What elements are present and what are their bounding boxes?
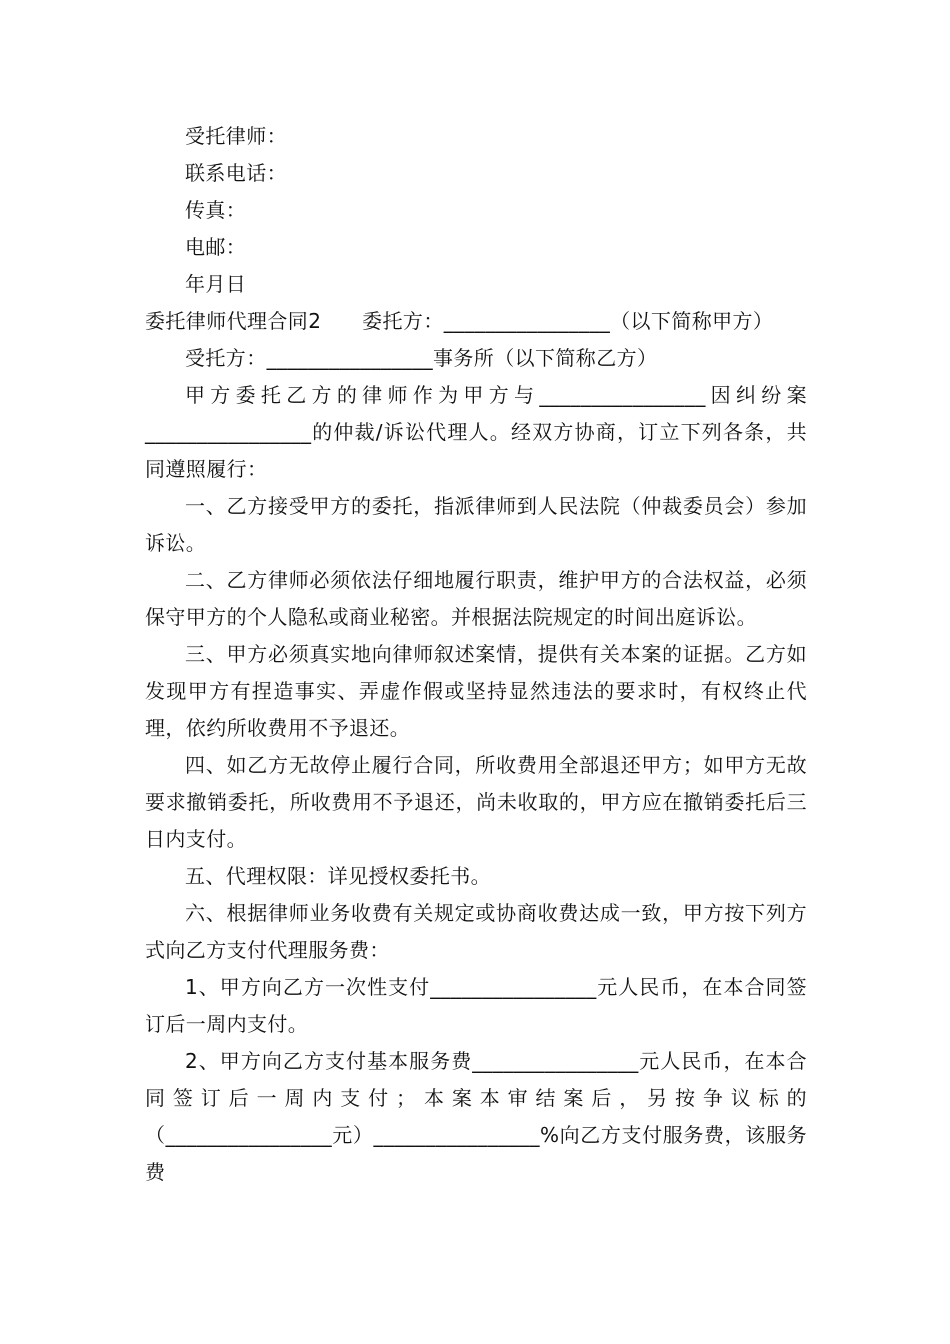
date-field: 年月日: [185, 272, 247, 296]
entrusted-party-line: 受托方：________________事务所（以下简称乙方）: [185, 346, 658, 370]
fax-field: 传真：: [185, 198, 247, 222]
contract-body: [145, 118, 807, 1191]
clause-4: 四、如乙方无故停止履行合同，所收费用全部退还甲方；如甲方无故要求撤销委托，所收费用不予退还，尚未收取的，甲方应在撤销委托后三日内支付。: [145, 753, 807, 851]
contract-title-line: 委托律师代理合同2 委托方：________________（以下简称甲方）: [145, 309, 774, 333]
clause-6-item-2: 2、甲方向乙方支付基本服务费________________元人民币，在本合同签订后一周内支付；本案本审结案后，另按争议标的（________________元）________________%向乙方支付服务费，该服务费: [145, 1049, 807, 1184]
clause-2: 二、乙方律师必须依法仔细地履行职责，维护甲方的合法权益，必须保守甲方的个人隐私或商业秘密。并根据法院规定的时间出庭诉讼。: [145, 568, 807, 629]
clause-3: 三、甲方必须真实地向律师叙述案情，提供有关本案的证据。乙方如发现甲方有捏造事实、弄虚作假或坚持显然违法的要求时，有权终止代理，依约所收费用不予退还。: [145, 642, 807, 740]
clause-5: 五、代理权限：详见授权委托书。: [185, 864, 491, 888]
clause-6-item-1: 1、甲方向乙方一次性支付________________元人民币，在本合同签订后一周内支付。: [145, 975, 807, 1036]
email-field: 电邮：: [185, 235, 247, 259]
clause-6: 六、根据律师业务收费有关规定或协商收费达成一致，甲方按下列方式向乙方支付代理服务费：: [145, 901, 807, 962]
phone-field: 联系电话：: [185, 161, 287, 185]
clause-1: 一、乙方接受甲方的委托，指派律师到人民法院（仲裁委员会）参加诉讼。: [145, 494, 807, 555]
lawyer-field: 受托律师：: [185, 124, 287, 148]
preamble-paragraph: 甲方委托乙方的律师作为甲方与________________因纠纷案________________的仲裁/诉讼代理人。经双方协商，订立下列各条，共同遵照履行：: [145, 383, 807, 481]
